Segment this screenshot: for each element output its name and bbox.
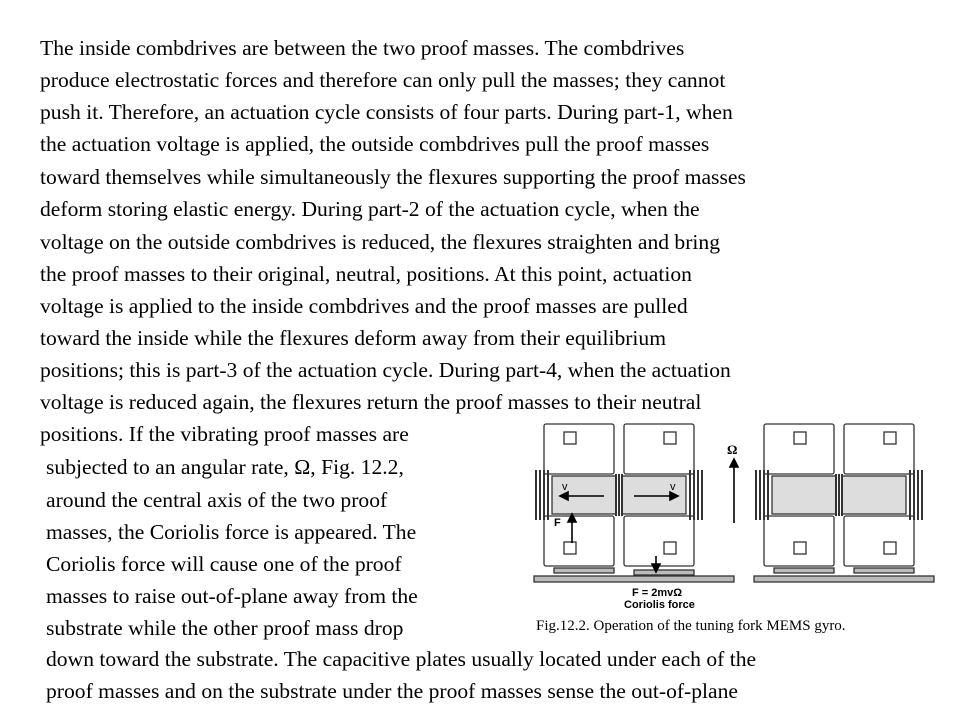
formula-label: F = 2mvΩ [632,587,683,599]
omega-arrow [730,459,738,523]
figure-caption: Fig.12.2. Operation of the tuning fork MEMS gyro. [536,618,846,634]
gyro-figure [524,418,946,612]
text-line: down toward the substrate. The capacitive plates usually located under each of the [46,647,757,671]
force-label: F [554,517,561,529]
text-line: toward themselves while simultaneously the flexures supporting the proof masses [40,165,746,189]
force-arrow [568,514,576,543]
text-line: substrate while the other proof mass drop [46,616,404,640]
text-line: around the central axis of the two proof [46,488,388,512]
coriolis-label: Coriolis force [624,599,695,611]
velocity-label-left: v [562,481,568,493]
text-line: positions; this is part-3 of the actuation cycle. During part-4, when the actuation [40,358,731,382]
text-line: deform storing elastic energy. During part-2 of the actuation cycle, when the [40,197,700,221]
text-line: voltage on the outside combdrives is reduced, the flexures straighten and bring [40,230,721,254]
text-line: the proof masses to their original, neutral, positions. At this point, actuation [40,262,692,286]
text-line: masses to raise out-of-plane away from the [46,584,418,608]
substrate [534,568,934,582]
text-line: The inside combdrives are between the two proof masses. The combdrives [40,36,685,60]
text-line: produce electrostatic forces and therefore can only pull the masses; they cannot [40,68,726,92]
velocity-label-right: v [670,481,676,493]
text-line: positions. If the vibrating proof masses are [40,422,409,446]
text-line: push it. Therefore, an actuation cycle consists of four parts. During part-1, when [40,100,733,124]
text-line: the actuation voltage is applied, the outside combdrives pull the proof masses [40,132,710,156]
text-line: voltage is applied to the inside combdrives and the proof masses are pulled [40,294,688,318]
text-line: Coriolis force will cause one of the proof [46,552,402,576]
text-line: subjected to an angular rate, Ω, Fig. 12.2, [46,455,404,479]
text-line: masses, the Coriolis force is appeared. The [46,520,417,544]
omega-label: Ω [727,442,738,457]
text-line: voltage is reduced again, the flexures return the proof masses to their neutral [40,390,702,414]
text-line: proof masses and on the substrate under the proof masses sense the out-of-plane [46,679,739,703]
text-line: toward the inside while the flexures deform away from their equilibrium [40,326,667,350]
